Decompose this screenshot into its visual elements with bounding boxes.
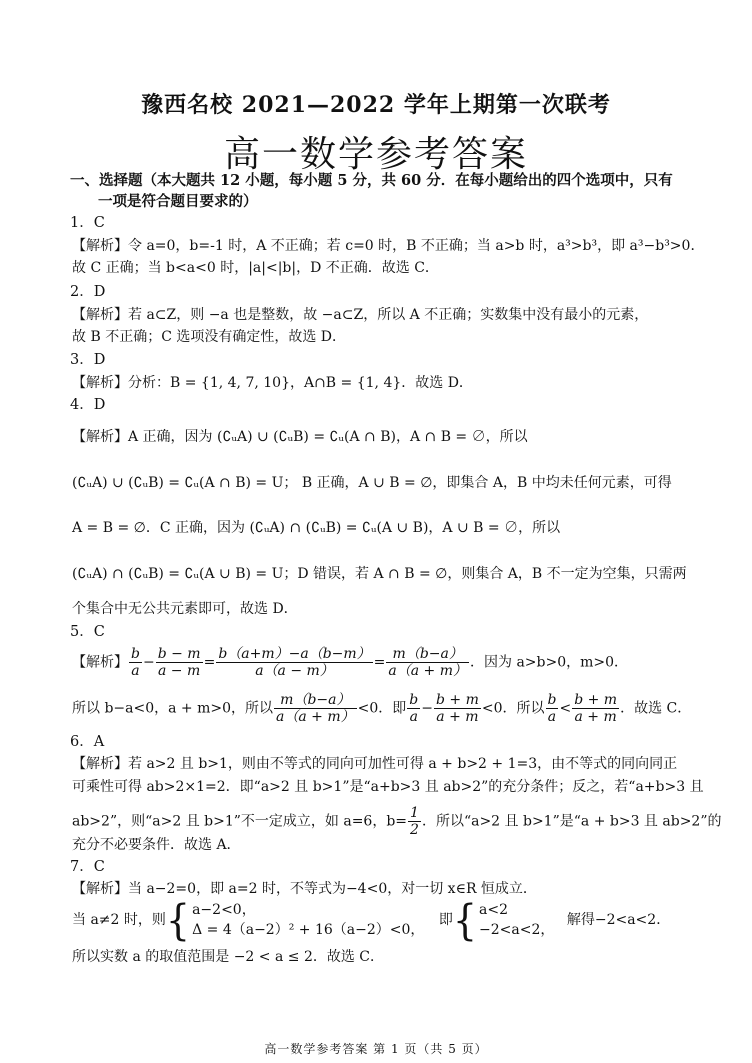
operator: = [203, 654, 216, 671]
denominator: 2 [410, 822, 419, 838]
q1-answer: 1．C [70, 215, 105, 231]
q4-explanation-line: 【解析】A 正确，因为 (∁ᵤA) ∪ (∁ᵤB) = ∁ᵤ(A ∩ B)，A ∩ B = ∅，所以 [72, 429, 528, 445]
text: ab>2”，则“a>2 且 b>1”不一定成立，如 a=6，b= [72, 813, 408, 830]
q4-explanation-line: 个集合中无公共元素即可，故选 D． [72, 601, 298, 617]
fraction [407, 692, 420, 725]
system-row: −2<a<2， [479, 922, 555, 938]
operator: − [421, 700, 433, 717]
section-heading: 一、选择题（本大题共 12 小题，每小题 5 分，共 60 分．在每小题给出的四个选项中，只有 [70, 172, 673, 189]
q3-explanation-line: 【解析】分析：B = {1, 4, 7, 10}，A∩B = {1, 4}．故选 D． [72, 375, 473, 391]
fraction [156, 646, 203, 679]
fraction [386, 646, 469, 679]
q4-explanation-line: A = B = ∅．C 正确，因为 (∁ᵤA) ∩ (∁ᵤB) = ∁ᵤ(A ∪ B)，A ∪ B = ∅，所以 [72, 520, 561, 536]
denominator: a（a + m） [276, 709, 355, 725]
fraction [572, 692, 619, 725]
denominator: a [131, 663, 140, 679]
q5-explanation-line [72, 692, 712, 725]
q5-suffix: ．故选 C． [620, 700, 692, 717]
brace-icon: { [165, 895, 191, 945]
q6-explanation-line: 充分不必要条件．故选 A． [72, 837, 241, 853]
text: 当 a≠2 时，则 [72, 912, 166, 928]
q6-explanation-line: 【解析】若 a>2 且 b>1，则由不等式的同向可加性可得 a + b>2 + 1=3，由不等式的同向同正 [72, 756, 678, 772]
text: <0．即 [357, 700, 407, 717]
operator: = [373, 654, 386, 671]
denominator: a + m [574, 709, 617, 725]
q5-explanation-line [72, 646, 712, 679]
denominator: a [547, 709, 557, 725]
denominator: a（a − m） [255, 663, 334, 679]
brace-icon: { [452, 895, 478, 945]
numerator: m（b−a） [386, 646, 469, 663]
q5-answer: 5．C [70, 624, 105, 640]
operator: < [559, 700, 572, 717]
q7-explanation-line: 【解析】当 a−2=0，即 a=2 时，不等式为−4<0，对一切 x∈R 恒成立． [72, 881, 537, 897]
numerator: b + m [435, 692, 479, 708]
denominator: a − m [158, 663, 201, 679]
q5-prefix: 【解析】 [72, 654, 128, 671]
q5-prefix: 所以 b−a<0，a + m>0，所以 [72, 700, 274, 717]
q6-explanation-line: 可乘性可得 ab>2×1=2．即“a>2 且 b>1”是“a+b>3 且 ab>2”的充分条件；反之，若“a+b>3 且 [72, 779, 704, 795]
q6-explanation-line [72, 805, 722, 838]
numerator: m（b−a） [274, 692, 357, 709]
denominator: a [409, 709, 418, 725]
fraction [546, 692, 559, 725]
numerator: 1 [410, 805, 419, 821]
system-row: a−2<0， [192, 902, 256, 918]
q2-explanation-line: 【解析】若 a⊂Z，则 −a 也是整数，故 −a⊂Z，所以 A 不正确；实数集中没有最小的元素， [72, 307, 649, 323]
q1-explanation-line: 故 C 正确；当 b<a<0 时，|a|<|b|，D 不正确．故选 C． [72, 260, 439, 276]
q1-explanation-line: 【解析】令 a=0，b=-1 时，A 不正确；若 c=0 时，B 不正确；当 a>b 时，a³>b³，即 a³−b³>0． [72, 238, 705, 254]
exam-title: 豫西名校 2021—2022 学年上期第一次联考 [141, 92, 611, 118]
page-title: 高一数学参考答案 [223, 134, 528, 175]
numerator: b [547, 692, 557, 708]
fraction [408, 805, 421, 838]
fraction [216, 646, 372, 679]
system-row: a<2 [479, 902, 509, 918]
q4-answer: 4．D [70, 397, 106, 413]
fraction [129, 646, 142, 679]
text: 解得−2<a<2． [566, 912, 671, 928]
q2-explanation-line: 故 B 不正确；C 选项没有确定性，故选 D． [72, 329, 347, 345]
q4-explanation-line: (∁ᵤA) ∩ (∁ᵤB) = ∁ᵤ(A ∪ B) = U；D 错误，若 A ∩ B = ∅，则集合 A，B 不一定为空集，只需两 [72, 566, 687, 582]
q6-answer: 6．A [70, 734, 105, 750]
q7-explanation-line [72, 895, 712, 945]
q7-explanation-line: 所以实数 a 的取值范围是 −2 < a ≤ 2．故选 C． [72, 949, 385, 965]
numerator: b [131, 646, 140, 662]
text: ．所以“a>2 且 b>1”是“a + b>3 且 ab>2”的 [421, 813, 722, 830]
fraction [434, 692, 481, 725]
fraction [274, 692, 357, 725]
q5-suffix: ．因为 a>b>0，m>0． [470, 654, 629, 671]
system-row: Δ = 4（a−2）² + 16（a−2）<0， [192, 922, 425, 938]
numerator: b（a+m）−a（b−m） [218, 646, 371, 662]
text: <0．所以 [481, 700, 545, 717]
q3-answer: 3．D [70, 352, 106, 368]
q2-answer: 2．D [70, 284, 106, 300]
inequality-system [192, 900, 424, 940]
operator: − [142, 654, 155, 671]
numerator: b + m [574, 692, 618, 708]
inequality-system [479, 900, 554, 940]
numerator: b [409, 692, 419, 708]
denominator: a（a + m） [388, 663, 468, 679]
numerator: b − m [157, 646, 201, 662]
q4-explanation-line: (∁ᵤA) ∪ (∁ᵤB) = ∁ᵤ(A ∩ B) = U； B 正确，A ∪ B = ∅，即集合 A，B 中均未任何元素，可得 [72, 475, 672, 491]
q7-answer: 7．C [70, 859, 105, 875]
page-footer: 高一数学参考答案 第 1 页（共 5 页） [264, 1042, 488, 1056]
denominator: a + m [436, 709, 479, 725]
section-heading-cont: 一项是符合题目要求的） [98, 193, 258, 210]
text: 即 [438, 912, 453, 928]
